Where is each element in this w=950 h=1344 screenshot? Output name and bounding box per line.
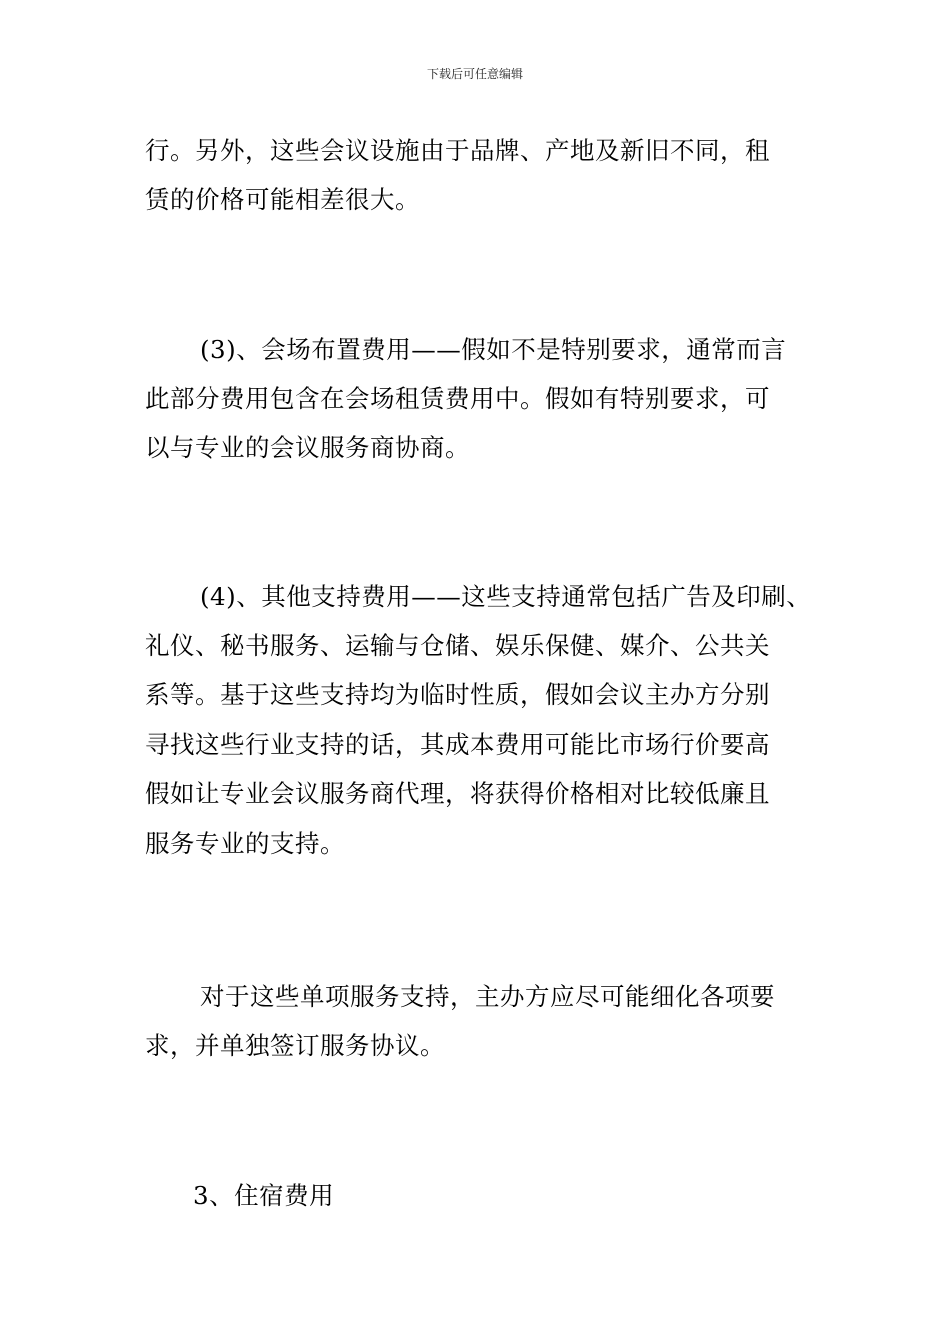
paragraph-3-line-4: 寻找这些行业支持的话，其成本费用可能比市场行价要高 (145, 730, 770, 759)
paragraph-3-line-5: 假如让专业会议服务商代理，将获得价格相对比较低廉且 (145, 779, 770, 808)
paragraph-1-line-1: 行。另外，这些会议设施由于品牌、产地及新旧不同，租 (145, 136, 770, 165)
paragraph-3-line-6: 服务专业的支持。 (145, 829, 345, 858)
section-heading-accommodation: 3、住宿费用 (193, 1181, 335, 1210)
paragraph-2-line-1: (3)、会场布置费用——假如不是特别要求，通常而言 (200, 335, 787, 364)
paragraph-4-line-2: 求，并单独签订服务协议。 (145, 1031, 445, 1060)
paragraph-4-line-1: 对于这些单项服务支持，主办方应尽可能细化各项要 (200, 982, 775, 1011)
paragraph-3-line-2: 礼仪、秘书服务、运输与仓储、娱乐保健、媒介、公共关 (145, 631, 770, 660)
paragraph-3-line-1: (4)、其他支持费用——这些支持通常包括广告及印刷、 (200, 582, 812, 611)
paragraph-1-line-2: 赁的价格可能相差很大。 (145, 185, 420, 214)
page-header: 下载后可任意编辑 (426, 67, 523, 81)
paragraph-2-line-2: 此部分费用包含在会场租赁费用中。假如有特别要求，可 (145, 384, 770, 413)
paragraph-3-line-3: 系等。基于这些支持均为临时性质，假如会议主办方分别 (145, 680, 770, 709)
paragraph-2-line-3: 以与专业的会议服务商协商。 (145, 433, 470, 462)
